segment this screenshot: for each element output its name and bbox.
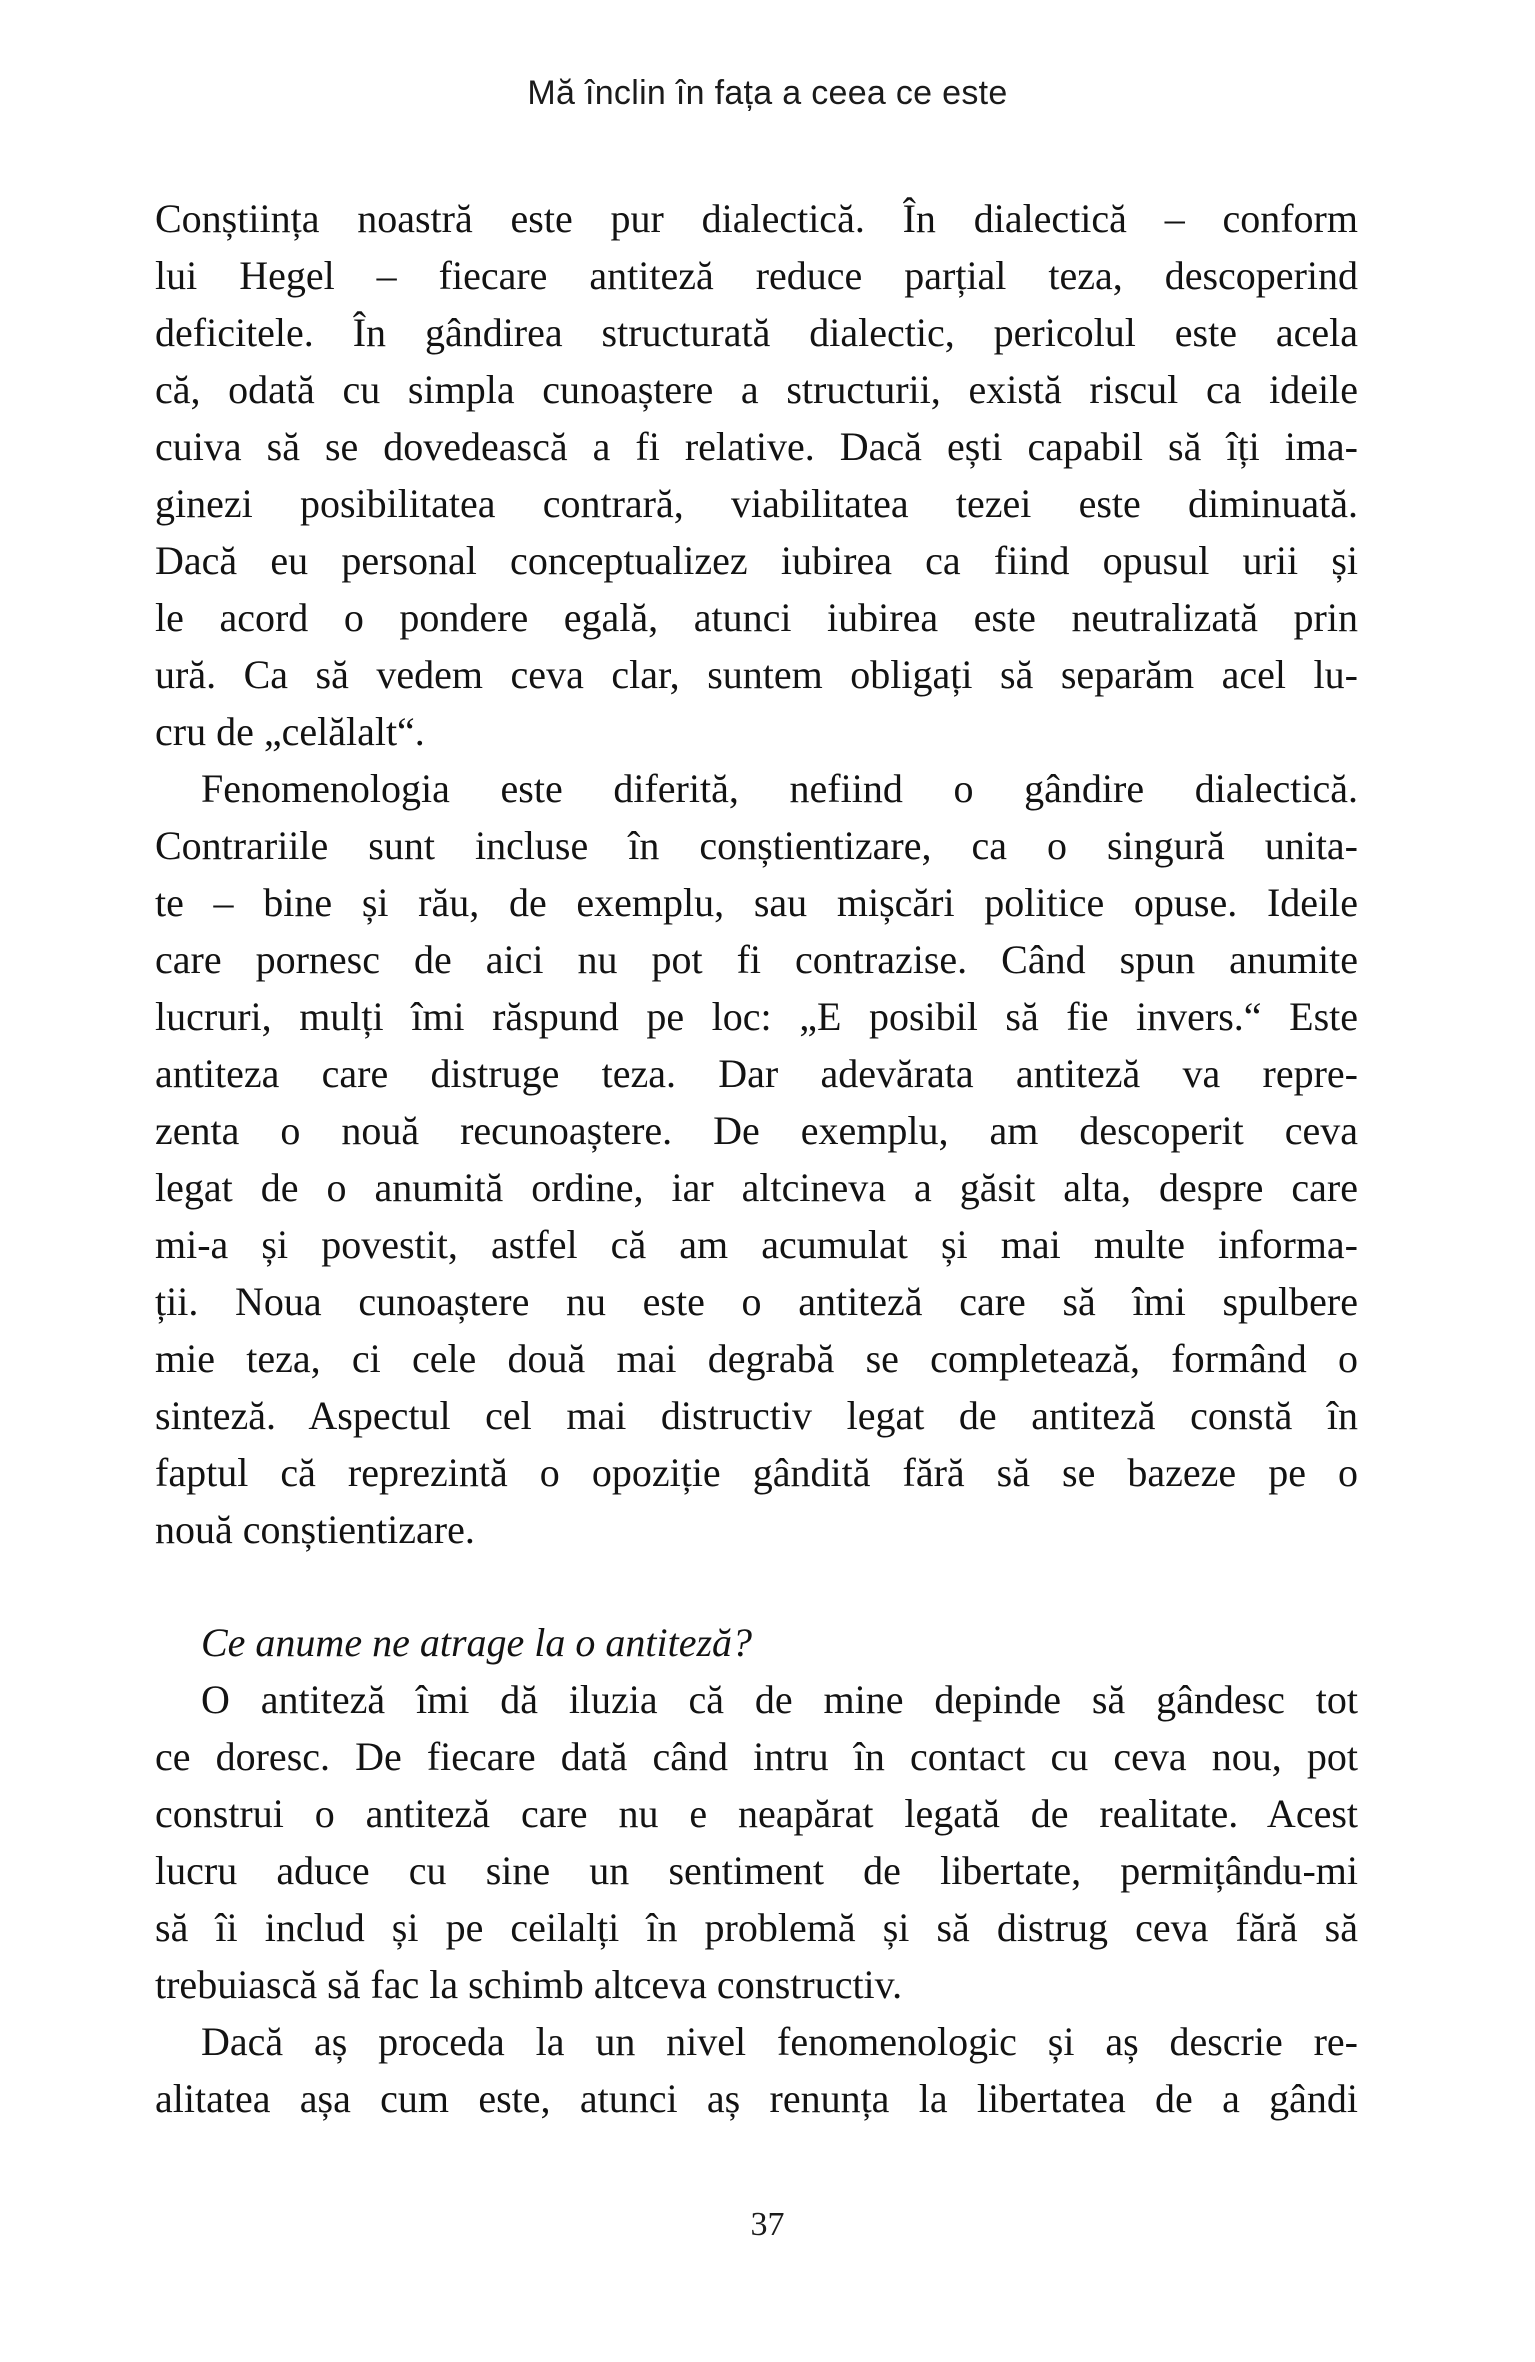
text-line: cru de „celălalt“. <box>155 709 425 754</box>
text-line: ură. Ca să vedem ceva clar, suntem obligați să separăm acel lu- <box>155 652 1358 697</box>
text-line: zenta o nouă recunoaștere. De exemplu, am descoperit ceva <box>155 1108 1358 1153</box>
text-line: construi o antiteză care nu e neapărat legată de realitate. Acest <box>155 1791 1358 1836</box>
text-line: Dacă eu personal conceptualizez iubirea ca fiind opusul urii și <box>155 538 1358 583</box>
text-line: trebuiască să fac la schimb altceva constructiv. <box>155 1962 903 2007</box>
text-line: sinteză. Aspectul cel mai distructiv legat de antiteză constă în <box>155 1393 1358 1438</box>
text-line: nouă conștientizare. <box>155 1507 475 1552</box>
paragraph <box>155 2013 1358 2127</box>
text-line: Fenomenologia este diferită, nefiind o gândire dialectică. <box>201 766 1358 811</box>
paragraph <box>155 760 1358 1558</box>
text-line: lucruri, mulți îmi răspund pe loc: „E posibil să fie invers.“ Este <box>155 994 1358 1039</box>
paragraph <box>155 190 1358 760</box>
text-line: te – bine și rău, de exemplu, sau mișcări politice opuse. Ideile <box>155 880 1358 925</box>
text-line: ții. Noua cunoaștere nu este o antiteză care să îmi spulbere <box>155 1279 1358 1324</box>
running-header: Mă înclin în fața a ceea ce este <box>527 74 1008 112</box>
text-line: Contrariile sunt incluse în conștientizare, ca o singură unita- <box>155 823 1358 868</box>
text-line: faptul că reprezintă o opoziție gândită fără să se bazeze pe o <box>155 1450 1358 1495</box>
text-line: Conștiința noastră este pur dialectică. În dialectică – conform <box>155 196 1358 241</box>
text-line: cuiva să se dovedească a fi relative. Dacă ești capabil să îți ima- <box>155 424 1358 469</box>
text-line: mi-a și povestit, astfel că am acumulat și mai multe informa- <box>155 1222 1358 1267</box>
text-line: O antiteză îmi dă iluzia că de mine depinde să gândesc tot <box>201 1677 1358 1722</box>
heading-line: Ce anume ne atrage la o antiteză? <box>201 1620 753 1665</box>
text-line: antiteza care distruge teza. Dar adevărata antiteză va repre- <box>155 1051 1358 1096</box>
text-line: să îi includ și pe ceilalți în problemă și să distrug ceva fără să <box>155 1905 1358 1950</box>
text-line: le acord o pondere egală, atunci iubirea este neutralizată prin <box>155 595 1358 640</box>
text-line: alitatea așa cum este, atunci aș renunța la libertatea de a gândi <box>155 2076 1358 2121</box>
section-heading <box>155 1614 1358 1671</box>
paragraph <box>155 1671 1358 2013</box>
text-line: mie teza, ci cele două mai degrabă se completează, formând o <box>155 1336 1358 1381</box>
page-number: 37 <box>750 2206 785 2243</box>
text-line: care pornesc de aici nu pot fi contrazise. Când spun anumite <box>155 937 1358 982</box>
text-line: deficitele. În gândirea structurată dialectic, pericolul este acela <box>155 310 1358 355</box>
text-line: lucru aduce cu sine un sentiment de libertate, permițându-mi <box>155 1848 1358 1893</box>
text-line: legat de o anumită ordine, iar altcineva a găsit alta, despre care <box>155 1165 1358 1210</box>
text-line: ce doresc. De fiecare dată când intru în contact cu ceva nou, pot <box>155 1734 1358 1779</box>
text-line: Dacă aș proceda la un nivel fenomenologic și aș descrie re- <box>201 2019 1358 2064</box>
text-block <box>155 190 1358 2127</box>
text-line: ginezi posibilitatea contrară, viabilitatea tezei este diminuată. <box>155 481 1358 526</box>
text-line: că, odată cu simpla cunoaștere a structurii, există riscul ca ideile <box>155 367 1358 412</box>
text-line: lui Hegel – fiecare antiteză reduce parțial teza, descoperind <box>155 253 1358 298</box>
